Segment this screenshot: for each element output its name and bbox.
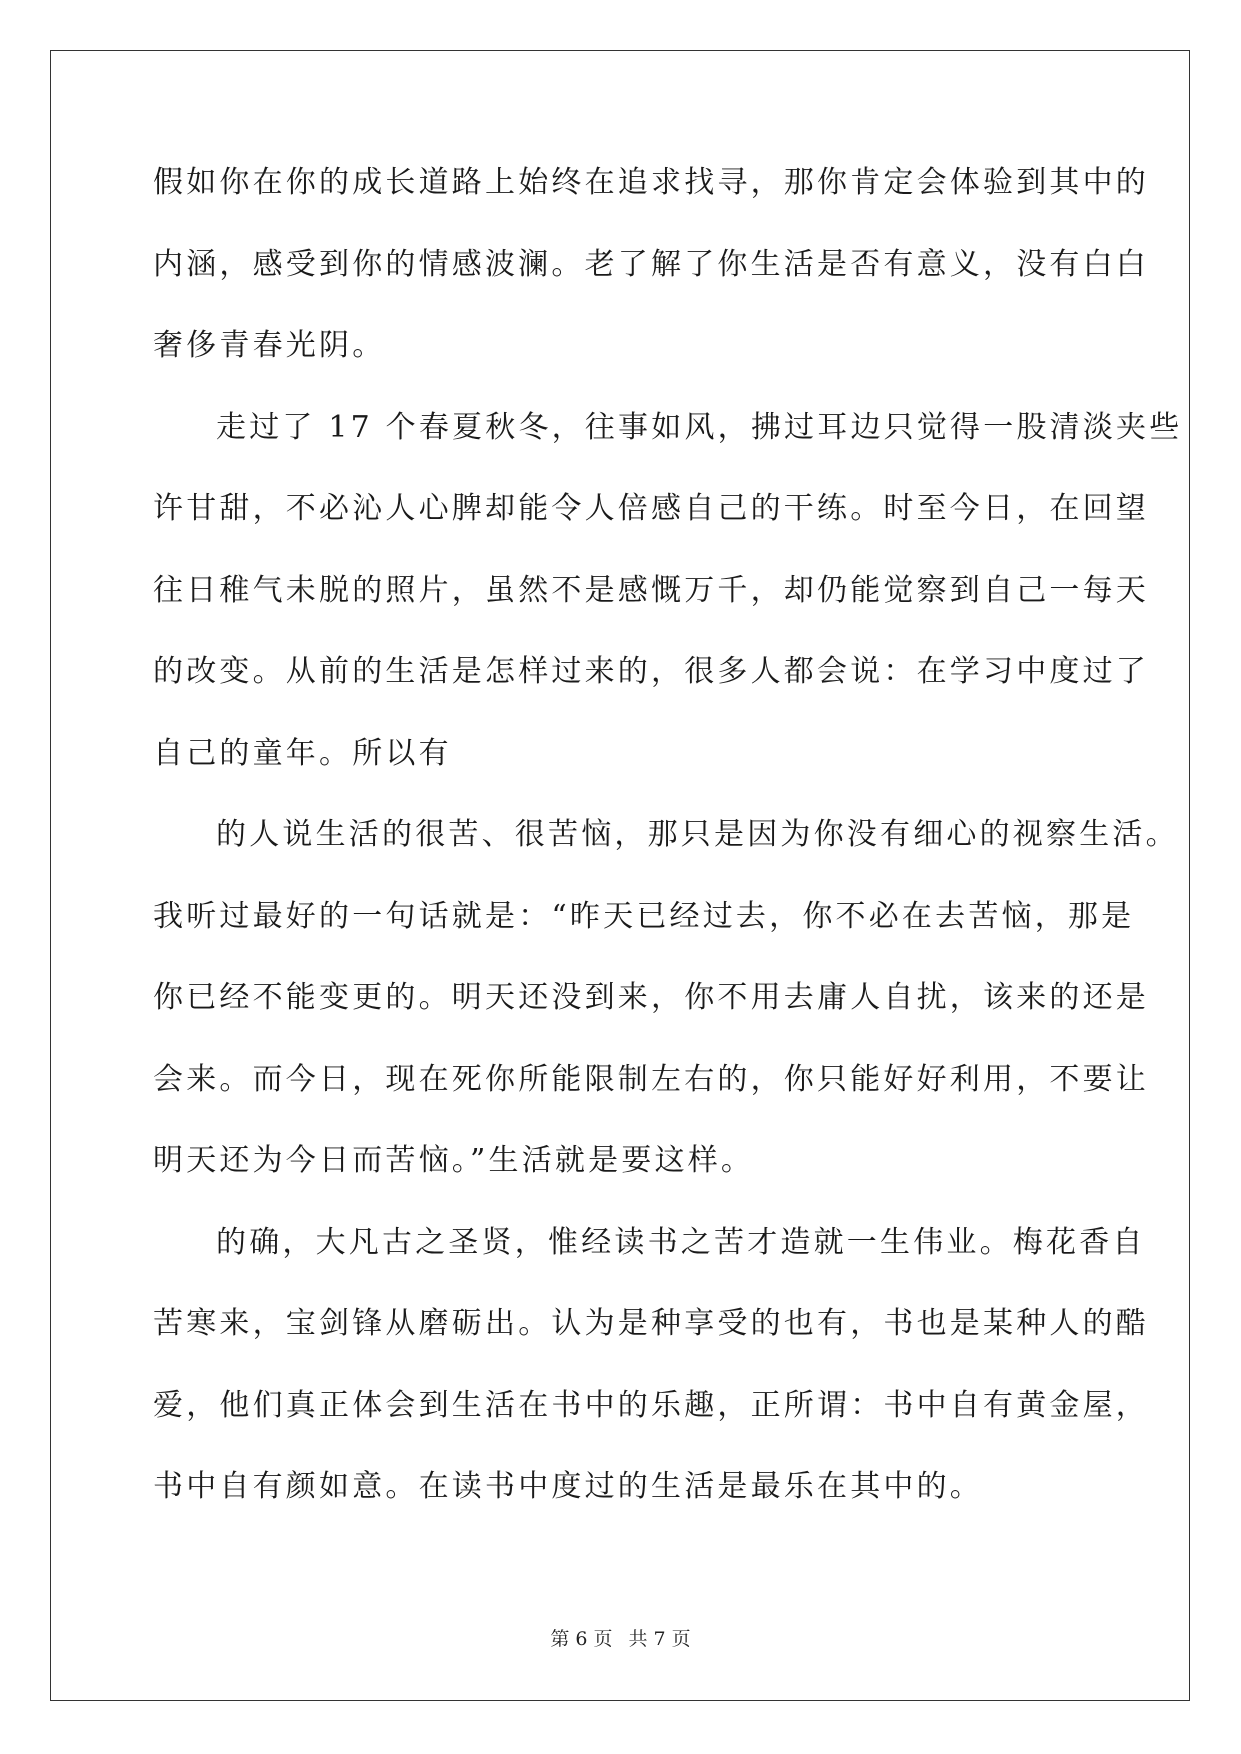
text-line: 爱，他们真正体会到生活在书中的乐趣，正所谓：书中自有黄金屋， (153, 1387, 1149, 1423)
text-line: 会来。而今日，现在死你所能限制左右的，你只能好好利用，不要让 (153, 1061, 1149, 1097)
text-line: 许甘甜，不必沁人心脾却能令人倍感自己的干练。时至今日，在回望 (153, 491, 1149, 526)
text-line: 明天还为今日而苦恼。”生活就是要这样。 (153, 1143, 755, 1178)
page-total: 共 7 页 (628, 1628, 691, 1650)
text-line: 走过了 17 个春夏秋冬，往事如风，拂过耳边只觉得一股清淡夹些 (216, 409, 1183, 445)
text-line: 自己的童年。所以有 (153, 735, 452, 771)
text-line: 假如你在你的成长道路上始终在追求找寻，那你肯定会体验到其中的 (153, 165, 1149, 200)
page-number: 第 6 页 (550, 1628, 613, 1650)
text-line: 书中自有颜如意。在读书中度过的生活是最乐在其中的。 (153, 1469, 983, 1504)
text-line: 的确，大凡古之圣贤，惟经读书之苦才造就一生伟业。梅花香自 (216, 1224, 1146, 1260)
text-line: 的人说生活的很苦、很苦恼，那只是因为你没有细心的视察生活。 (216, 817, 1179, 852)
text-line: 你已经不能变更的。明天还没到来，你不用去庸人自扰，该来的还是 (153, 980, 1149, 1015)
text-line: 往日稚气未脱的照片，虽然不是感慨万千，却仍能觉察到自己一每天 (153, 572, 1149, 608)
text-line: 我听过最好的一句话就是：“昨天已经过去，你不必在去苦恼，那是 (153, 898, 1135, 934)
document-body (153, 158, 1183, 1544)
text-line: 内涵，感受到你的情感波澜。老了解了你生活是否有意义，没有白白 (153, 246, 1149, 282)
text-line: 奢侈青春光阴。 (153, 328, 386, 363)
text-line: 的改变。从前的生活是怎样过来的，很多人都会说：在学习中度过了 (153, 654, 1149, 689)
page-footer (0, 1627, 1241, 1651)
text-line: 苦寒来，宝剑锋从磨砺出。认为是种享受的也有，书也是某种人的酷 (153, 1306, 1149, 1341)
